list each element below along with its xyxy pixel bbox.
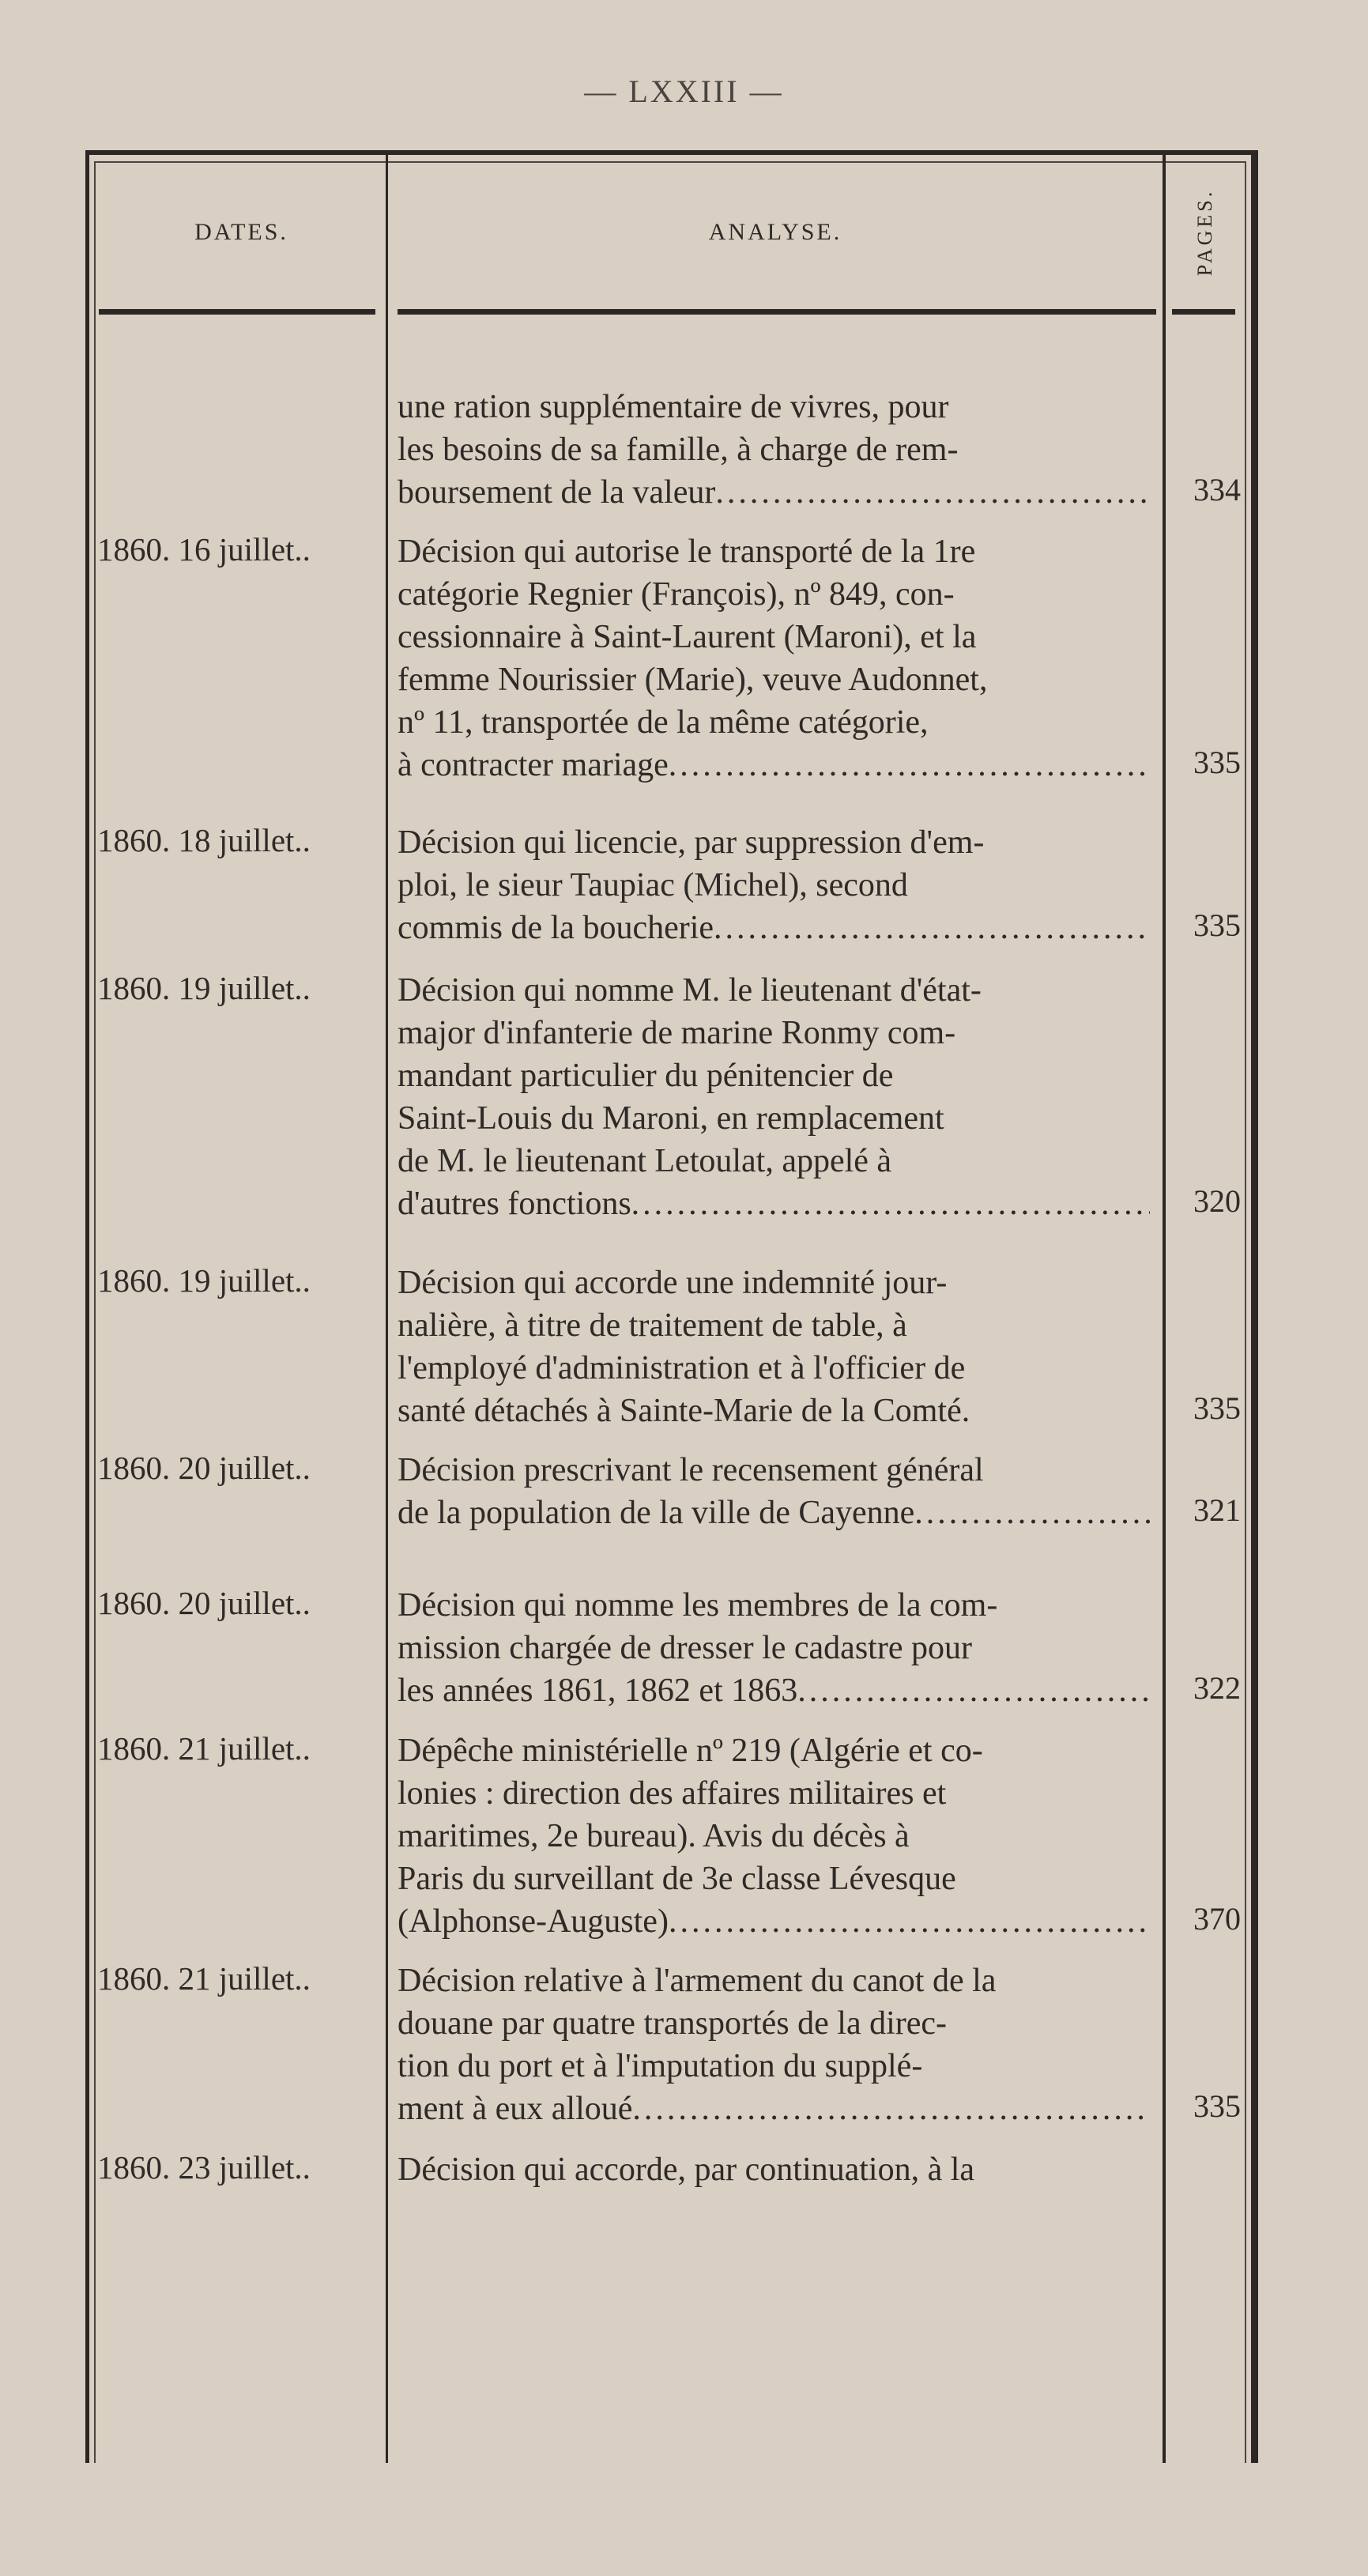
analysis-line: de la population de la ville de Cayenne (398, 1495, 915, 1531)
leader-dots (914, 1492, 1150, 1534)
entry-page: 335 (1193, 907, 1241, 943)
entry-analysis (398, 2148, 1150, 2191)
analysis-last-line (398, 471, 1150, 514)
entry-page: 334 (1193, 472, 1241, 507)
analysis-last-line (398, 2088, 1150, 2130)
leader-dots (715, 471, 1150, 514)
analysis-line: major d'infanterie de marine Ronmy com- (398, 1015, 956, 1051)
entry-date: 1860. 21 juillet.. (97, 1730, 311, 1767)
analysis-line: douane par quatre transportés de la direc- (398, 2005, 948, 2042)
header-rule-dates (99, 309, 375, 315)
analysis-line: Paris du surveillant de 3e classe Lévesque (398, 1861, 956, 1897)
analysis-line: les besoins de sa famille, à charge de rem- (398, 432, 959, 468)
analysis-line: (Alphonse-Auguste) (398, 1903, 669, 1940)
analysis-line: Dépêche ministérielle nº 219 (Algérie et co- (398, 1733, 983, 1769)
entry-analysis (398, 530, 1150, 786)
analysis-last-line (398, 744, 1150, 786)
analysis-line: santé détachés à Sainte-Marie de la Comté. (398, 1393, 970, 1429)
analysis-line: ploi, le sieur Taupiac (Michel), second (398, 867, 908, 903)
leader-dots (669, 1900, 1150, 1943)
entry-page: 335 (1193, 745, 1241, 780)
analysis-line: Décision qui accorde une indemnité jour- (398, 1265, 948, 1301)
analysis-line: Décision qui licencie, par suppression d'em- (398, 824, 985, 861)
analysis-line: mission chargée de dresser le cadastre pour (398, 1630, 972, 1666)
analysis-line: nalière, à titre de traitement de table, à (398, 1307, 907, 1344)
analysis-line: Décision qui nomme les membres de la com- (398, 1587, 998, 1624)
entry-analysis (398, 1959, 1150, 2130)
leader-dots (631, 1182, 1150, 1225)
analysis-line: boursement de la valeur (398, 474, 716, 511)
entry-page: 321 (1193, 1492, 1241, 1528)
entry-analysis (398, 969, 1150, 1225)
entry-analysis (398, 1729, 1150, 1943)
analysis-line: nº 11, transportée de la même catégorie, (398, 704, 929, 741)
header-pages (1166, 155, 1245, 309)
analysis-last-line (398, 1900, 1150, 1943)
header-analyse: ANALYSE. (708, 218, 842, 245)
analysis-line: Décision qui nomme M. le lieutenant d'état- (398, 972, 982, 1009)
leader-dots (669, 744, 1150, 786)
analysis-line: Décision prescrivant le recensement général (398, 1452, 984, 1488)
header-dates: DATES. (194, 218, 288, 245)
entry-analysis (398, 1584, 1150, 1712)
analysis-line: catégorie Regnier (François), nº 849, con- (398, 576, 955, 613)
analysis-line: tion du port et à l'imputation du supplé- (398, 2048, 923, 2084)
analysis-line: les années 1861, 1862 et 1863 (398, 1673, 798, 1709)
leader-dots (714, 907, 1150, 949)
entry-page: 370 (1193, 1901, 1241, 1937)
header-rule-pages (1172, 309, 1235, 315)
analysis-line: Décision qui autorise le transporté de la 1re (398, 534, 976, 570)
analysis-line: lonies : direction des affaires militaires et (398, 1775, 947, 1812)
analysis-line: Décision qui accorde, par continuation, à la (398, 2152, 975, 2188)
analysis-line: femme Nourissier (Marie), veuve Audonnet, (398, 662, 988, 698)
analysis-last-line (398, 1182, 1150, 1225)
entry-date: 1860. 19 juillet.. (97, 1262, 311, 1299)
analysis-last-line (398, 907, 1150, 949)
analysis-line: mandant particulier du pénitencier de (398, 1058, 894, 1094)
analysis-last-line (398, 1492, 1150, 1534)
entry-date: 1860. 20 juillet.. (97, 1450, 311, 1486)
entry-date: 1860. 16 juillet.. (97, 531, 311, 568)
analysis-line: de M. le lieutenant Letoulat, appelé à (398, 1143, 892, 1179)
entry-analysis (398, 821, 1150, 949)
column-divider-pages (1163, 155, 1166, 2463)
header-pages-label: PAGES. (1193, 188, 1216, 276)
column-divider-dates (386, 155, 388, 2463)
analysis-line: cessionnaire à Saint-Laurent (Maroni), et la (398, 619, 977, 655)
header-rule-analyse (398, 309, 1156, 315)
analysis-line: maritimes, 2e bureau). Avis du décès à (398, 1818, 910, 1854)
analysis-line: à contracter mariage (398, 747, 669, 783)
entry-date: 1860. 18 juillet.. (97, 822, 311, 858)
leader-dots (632, 2088, 1150, 2130)
entry-page: 320 (1193, 1183, 1241, 1219)
leader-dots (797, 1669, 1150, 1712)
entry-analysis (398, 1262, 1150, 1432)
analysis-line: l'employé d'administration et à l'officier de (398, 1350, 966, 1386)
entry-analysis (398, 386, 1150, 514)
entry-date: 1860. 23 juillet.. (97, 2149, 311, 2186)
entry-page: 322 (1193, 1670, 1241, 1706)
register-table (85, 150, 1258, 2463)
entry-page: 335 (1193, 2088, 1241, 2124)
analysis-line: Saint-Louis du Maroni, en remplacement (398, 1100, 944, 1137)
page-number: — LXXIII — (584, 74, 784, 109)
entry-date: 1860. 20 juillet.. (97, 1585, 311, 1621)
analysis-line: commis de la boucherie (398, 910, 714, 946)
analysis-line: Décision relative à l'armement du canot de la (398, 1963, 997, 1999)
analysis-line: d'autres fonctions (398, 1186, 631, 1222)
entry-page: 335 (1193, 1390, 1241, 1426)
entry-date: 1860. 21 juillet.. (97, 1960, 311, 1997)
entry-date: 1860. 19 juillet.. (97, 970, 311, 1006)
analysis-line: une ration supplémentaire de vivres, pour (398, 389, 949, 425)
analysis-last-line (398, 1669, 1150, 1712)
analysis-line: ment à eux alloué (398, 2091, 633, 2127)
entry-analysis (398, 1449, 1150, 1534)
